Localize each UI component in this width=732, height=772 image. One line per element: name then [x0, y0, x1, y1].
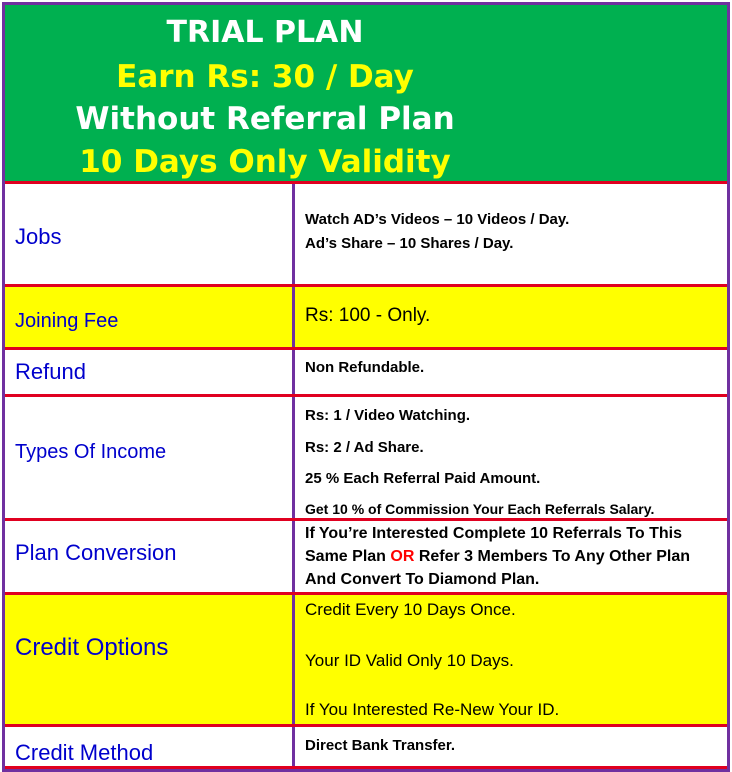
row-joining-fee	[5, 284, 727, 347]
income-line-3: 25 % Each Referral Paid Amount.	[305, 470, 541, 487]
plan-type: Without Referral Plan	[75, 101, 455, 137]
refund-value: Non Refundable.	[305, 359, 425, 376]
row-refund	[5, 347, 727, 394]
row-label-credit-method: Credit Method	[15, 740, 154, 765]
joining-fee-value: Rs: 100 - Only.	[305, 305, 431, 326]
row-label-jobs: Jobs	[15, 224, 62, 249]
bottom-divider	[5, 766, 727, 769]
plan-validity: 10 Days Only Validity	[79, 144, 451, 180]
conversion-line-2: Same Plan OR Refer 3 Members To Any Other Plan	[305, 548, 690, 565]
conversion-line-1: If You’re Interested Complete 10 Referrals To This	[305, 525, 682, 542]
row-income	[5, 394, 727, 518]
jobs-line-2: Ad’s Share – 10 Shares / Day.	[305, 235, 514, 252]
row-label-refund: Refund	[15, 359, 86, 384]
row-credit-options	[5, 592, 727, 724]
credit-options-line-3: If You Interested Re-New Your ID.	[305, 700, 560, 719]
row-label-income: Types Of Income	[15, 441, 167, 463]
row-credit-method	[5, 724, 727, 769]
credit-options-line-2: Your ID Valid Only 10 Days.	[305, 651, 514, 670]
income-line-2: Rs: 2 / Ad Share.	[305, 439, 424, 456]
income-line-1: Rs: 1 / Video Watching.	[305, 407, 471, 424]
row-label-joining-fee: Joining Fee	[15, 310, 119, 332]
row-jobs	[5, 181, 727, 284]
or-highlight: OR	[390, 548, 415, 565]
row-label-credit-options: Credit Options	[15, 634, 169, 661]
plan-card	[2, 2, 730, 772]
plan-header	[5, 5, 727, 181]
plan-title: TRIAL PLAN	[166, 15, 364, 50]
plan-earn-rate: Earn Rs: 30 / Day	[116, 59, 414, 95]
income-line-4: Get 10 % of Commission Your Each Referrals Salary.	[305, 501, 655, 517]
credit-method-value: Direct Bank Transfer.	[305, 737, 456, 754]
row-label-conversion: Plan Conversion	[15, 540, 177, 565]
jobs-line-1: Watch AD’s Videos – 10 Videos / Day.	[305, 211, 570, 228]
row-conversion	[5, 518, 727, 592]
credit-options-line-1: Credit Every 10 Days Once.	[305, 600, 516, 619]
conversion-line-3: And Convert To Diamond Plan.	[305, 571, 540, 588]
